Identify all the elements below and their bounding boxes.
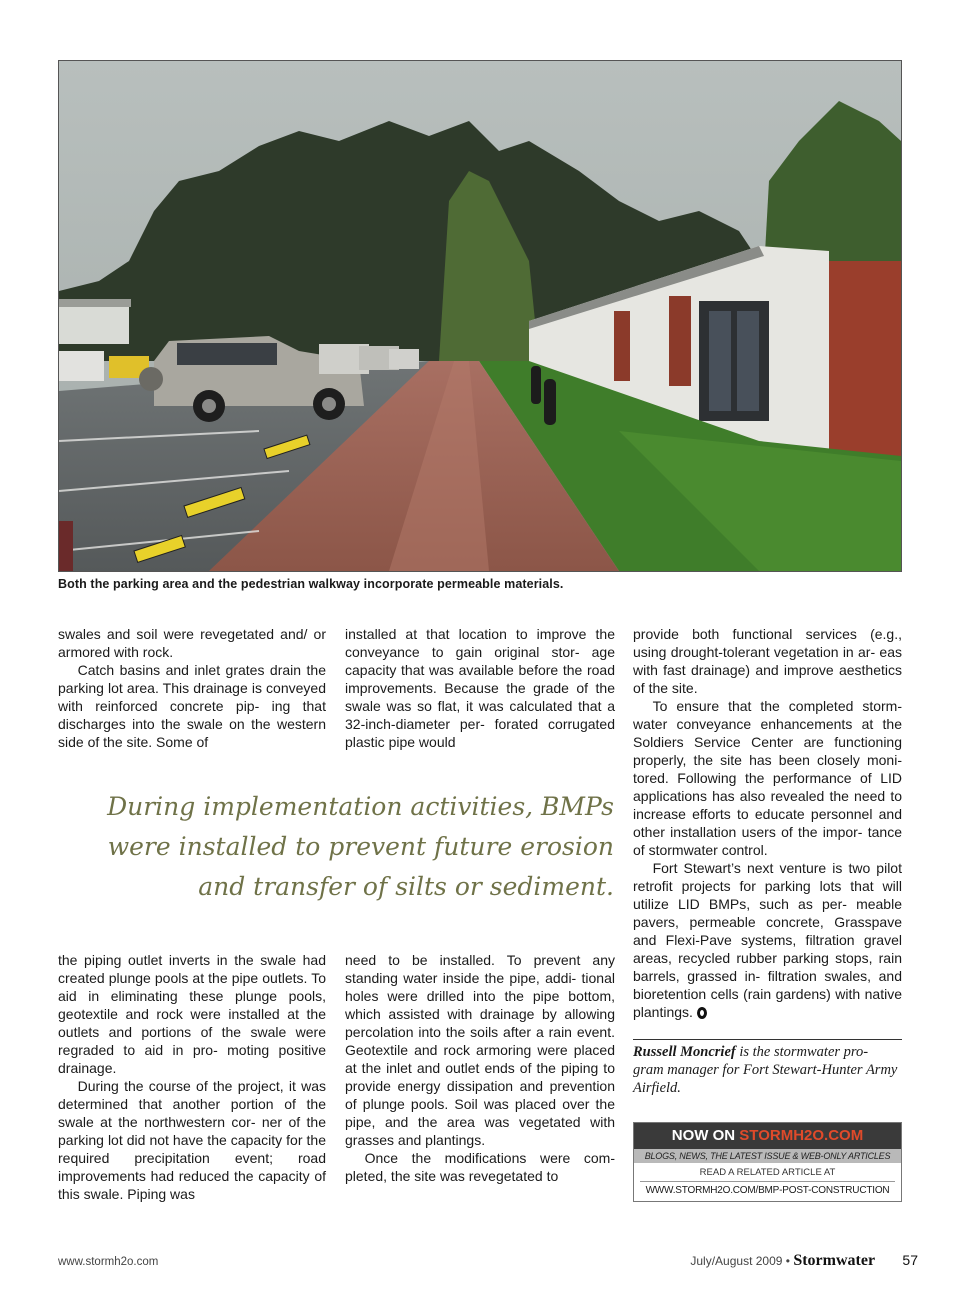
pull-quote: During implementation activities, BMPs were installed to prevent future erosion and transfer of silts or sediment. xyxy=(107,792,614,901)
promo-read-label: READ A RELATED ARTICLE AT xyxy=(699,1167,836,1178)
photo-caption: Both the parking area and the pedestrian walkway incorporate permeable materials. xyxy=(58,577,564,591)
web-promo-box[interactable] xyxy=(633,1122,902,1202)
column-2-top xyxy=(345,625,615,751)
paragraph: installed at that location to improve the conveyance to gain original stor- age capacity that was available before the road improvements. Because the grade of the swale was so flat, it was calculated that a 32-inch-diameter per- forated corrugated plastic pipe would xyxy=(345,626,615,750)
promo-tagline: BLOGS, NEWS, THE LATEST ISSUE & WEB-ONLY ARTICLES xyxy=(634,1149,901,1163)
paragraph-text: Fort Stewart’s next venture is two pilot retrofit projects for parking lots that will utilize LID BMPs, such as per- meable pavers, permeable concrete, Grasspave and Flexi-Pave systems, filtration gravel areas, recycled rubber parking stops, rain barrels, grassed in- filtration swales, and bioretention cells (rain gardens) with native plantings. xyxy=(633,860,902,1020)
paragraph: During the course of the project, it was determined that another portion of the swale at the northwestern cor- ner of the parking lot did not have the capacity for the required precipitation event; road improvements had reduced the capacity of this swale. Piping was xyxy=(58,1078,326,1202)
column-1-bottom xyxy=(58,951,326,1203)
paragraph: swales and soil were revegetated and/ or armored with rock. xyxy=(58,626,326,660)
paragraph-final xyxy=(633,859,902,1021)
footer-issue-date: July/August 2009 • xyxy=(690,1254,790,1268)
column-3 xyxy=(633,625,902,1021)
author-description: is the stormwater pro- gram manager for Fort Stewart-Hunter Army Airfield. xyxy=(633,1044,898,1096)
paragraph: the piping outlet inverts in the swale had created plunge pools at the pipe outlets. To aid in eliminating these plunge pools, geotextile and rock were installed at the outlets and portions of the swale were regraded to aid in pro- moting positive drainage. xyxy=(58,952,326,1076)
paragraph: provide both functional services (e.g., using drought-tolerant vegetation in ar- eas with fast drainage) and improve aesthetics of the site. xyxy=(633,626,902,696)
page-number: 57 xyxy=(902,1252,918,1268)
bio-divider xyxy=(633,1039,902,1040)
paragraph: Catch basins and inlet grates drain the parking lot area. This drainage is conveyed with reinforced concrete pip- ing that discharges into the swale on the western side of the site. Some of xyxy=(58,662,326,750)
column-1-top xyxy=(58,625,326,751)
article-photo xyxy=(58,60,902,572)
promo-header xyxy=(634,1123,901,1149)
paragraph: need to be installed. To prevent any standing water inside the pipe, addi- tional holes were drilled into the pipe bottom, which assisted with drainage by allowing percolation into the soils after a rain event. Geotextile and rock armoring were placed at the inlet and outlet ends of the piping to provide energy dissipation and prevention of plunge pools. Soil was placed over the pipe, and the area was vegetated with grasses and plantings. xyxy=(345,952,615,1148)
author-bio xyxy=(633,1043,902,1097)
promo-url-link[interactable]: WWW.STORMH2O.COM/BMP-POST-CONSTRUCTION xyxy=(640,1181,895,1196)
footer-issue-info xyxy=(690,1252,918,1270)
promo-site: STORMH2O.COM xyxy=(739,1127,864,1144)
author-name: Russell Moncrief xyxy=(633,1044,736,1060)
parking-walkway-photo xyxy=(59,61,901,571)
column-2-bottom xyxy=(345,951,615,1185)
end-mark-icon xyxy=(697,1007,707,1019)
promo-now-on: NOW ON xyxy=(671,1127,740,1144)
paragraph: Once the modifications were com- pleted, the site was revegetated to xyxy=(345,1150,615,1184)
footer-brand: Stormwater xyxy=(793,1252,876,1269)
footer-website[interactable]: www.stormh2o.com xyxy=(58,1256,159,1268)
paragraph: To ensure that the completed storm- water conveyance enhancements at the Soldiers Service Center are functioning properly, the site has been closely moni- tored. Following the performance of LID applications has also revealed the need to increase efforts to educate personnel and other installation users of the impor- tance of stormwater control. xyxy=(633,698,902,858)
